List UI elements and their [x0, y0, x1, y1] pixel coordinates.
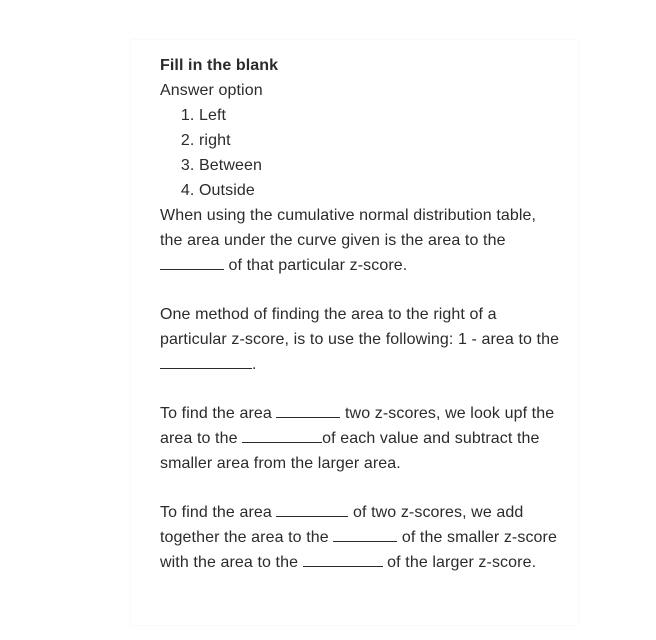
question-content: [160, 53, 560, 575]
blank-4b[interactable]: [333, 527, 397, 542]
blank-3b[interactable]: [242, 428, 322, 443]
blank-3a[interactable]: [276, 403, 340, 418]
question-title: Fill in the blank: [160, 57, 279, 74]
question-3: To find the area two z-scores, we look upf the area to the of each value and subtract the smaller area from the larger area.: [160, 405, 555, 472]
blank-4a[interactable]: [276, 502, 348, 517]
answer-option-label: Answer option: [160, 82, 263, 99]
blank-1[interactable]: [160, 255, 224, 270]
answer-option-1: 1. Left: [199, 103, 560, 128]
answer-option-list: [160, 103, 560, 203]
blank-4c[interactable]: [303, 552, 383, 567]
question-4: To find the area of two z-scores, we add together the area to the of the smaller z-score with the area to the of the larger z-score.: [160, 504, 557, 571]
answer-option-3: 3. Between: [199, 153, 560, 178]
blank-2[interactable]: [160, 354, 252, 369]
question-2: One method of finding the area to the right of a particular z-score, is to use the following: 1 - area to the .: [160, 306, 560, 373]
answer-option-4: 4. Outside: [199, 178, 560, 203]
answer-option-2: 2. right: [199, 128, 560, 153]
question-1: When using the cumulative normal distribution table, the area under the curve given is the area to the of that particular z-score.: [160, 207, 537, 274]
